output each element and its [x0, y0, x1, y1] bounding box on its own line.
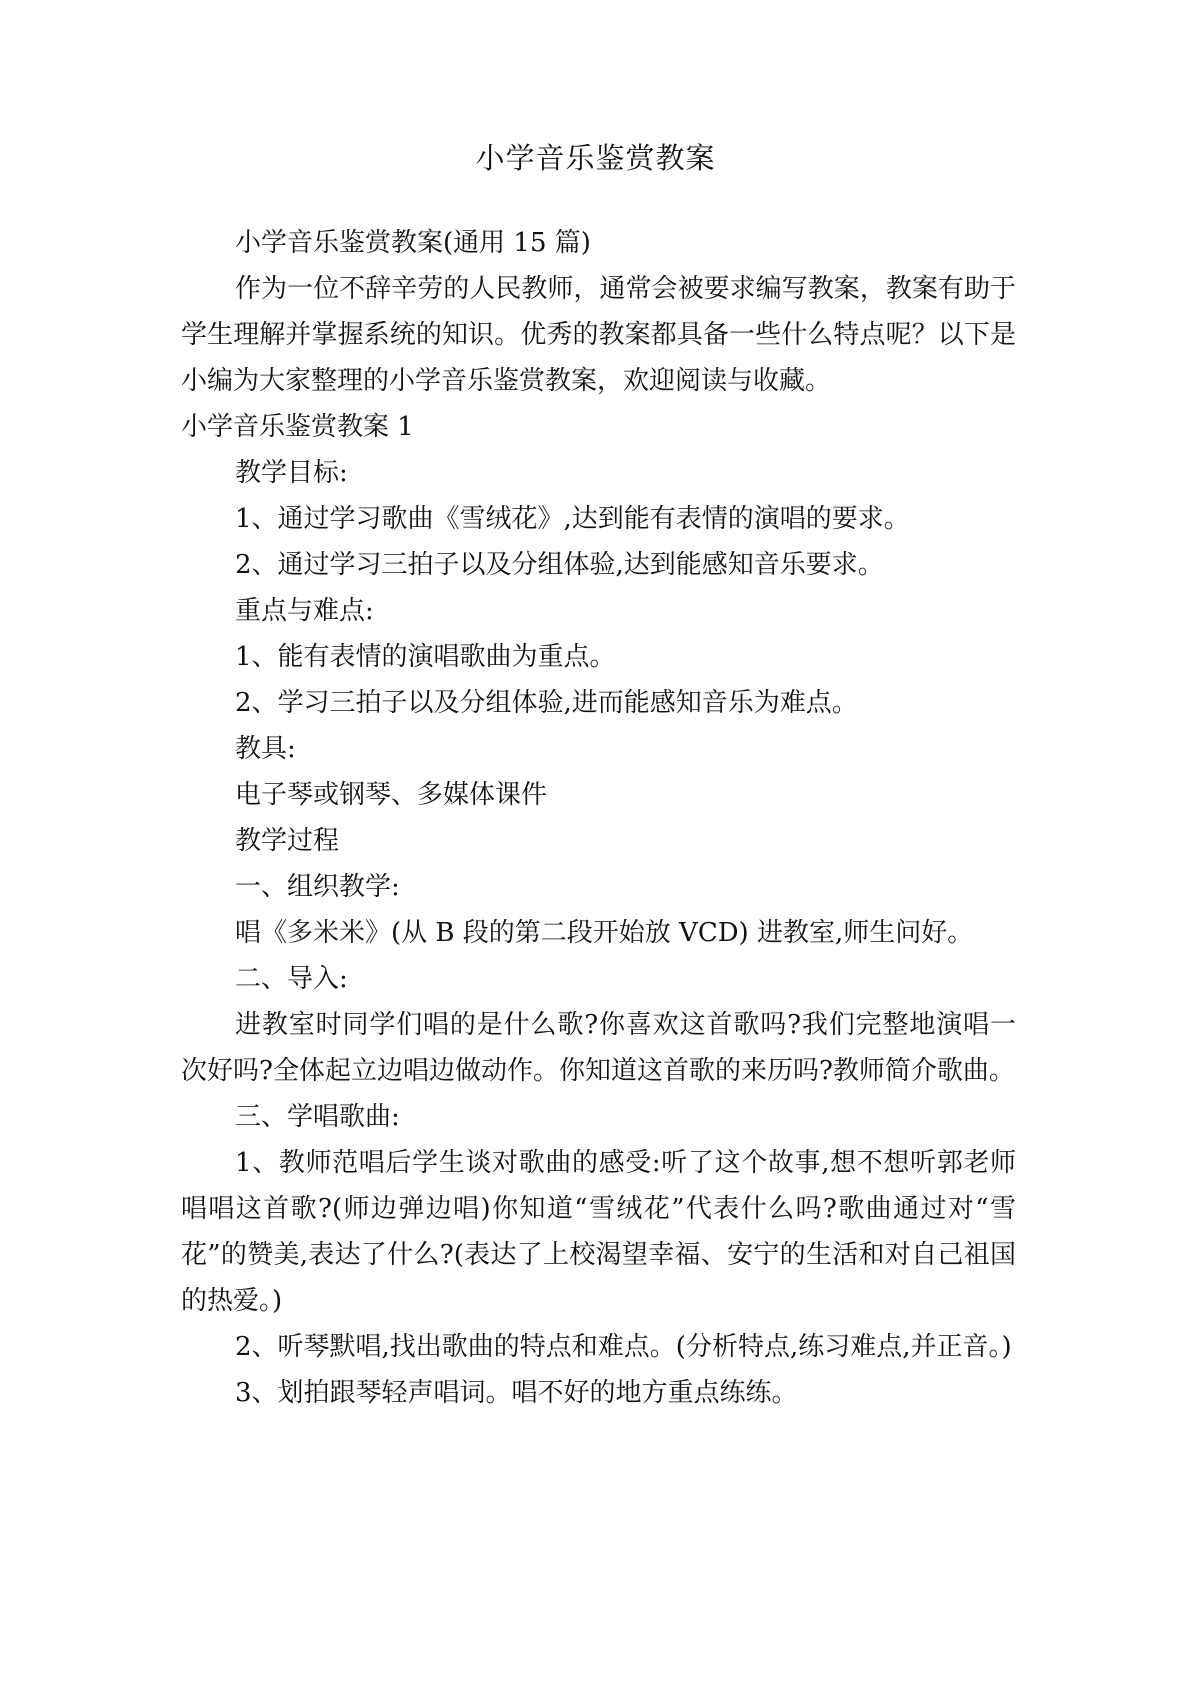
- paragraph: 2、通过学习三拍子以及分组体验,达到能感知音乐要求。: [235, 550, 884, 580]
- paragraph: 教学目标:: [235, 458, 348, 488]
- paragraph: 3、划拍跟琴轻声唱词。唱不好的地方重点练练。: [235, 1378, 798, 1408]
- paragraph: 进教室时同学们唱的是什么歌?你喜欢这首歌吗?我们完整地演唱一次好吗?全体起立边唱边做动作。你知道这首歌的来历吗?教师简介歌曲。: [181, 1010, 1016, 1086]
- document-body: [181, 220, 1016, 1416]
- paragraph: 唱《多米米》(从 B 段的第二段开始放 VCD) 进教室,师生问好。: [235, 918, 974, 948]
- paragraph: 一、组织教学:: [235, 872, 400, 902]
- paragraph: 作为一位不辞辛劳的人民教师，通常会被要求编写教案，教案有助于学生理解并掌握系统的知识。优秀的教案都具备一些什么特点呢？以下是小编为大家整理的小学音乐鉴赏教案，欢迎阅读与收藏。: [181, 274, 1016, 396]
- paragraph: 二、导入:: [235, 964, 348, 994]
- paragraph: 2、听琴默唱,找出歌曲的特点和难点。(分析特点,练习难点,并正音。): [235, 1332, 1012, 1362]
- paragraph: 教具:: [235, 734, 296, 764]
- paragraph: 1、能有表情的演唱歌曲为重点。: [235, 642, 616, 672]
- paragraph: 重点与难点:: [235, 596, 374, 626]
- paragraph: 三、学唱歌曲:: [235, 1102, 400, 1132]
- paragraph: 小学音乐鉴赏教案 1: [181, 412, 414, 442]
- paragraph: 教学过程: [235, 826, 340, 856]
- paragraph: 1、通过学习歌曲《雪绒花》,达到能有表情的演唱的要求。: [235, 504, 910, 534]
- paragraph: 1、教师范唱后学生谈对歌曲的感受:听了这个故事,想不想听郭老师唱唱这首歌?(师边弹边唱)你知道“雪绒花”代表什么吗?歌曲通过对“雪花”的赞美,表达了什么?(表达了上校渴望幸福、安宁的生活和对自己祖国的热爱。): [181, 1148, 1016, 1316]
- paragraph: 小学音乐鉴赏教案(通用 15 篇): [235, 228, 591, 258]
- document-title: 小学音乐鉴赏教案: [475, 141, 716, 175]
- paragraph: 2、学习三拍子以及分组体验,进而能感知音乐为难点。: [235, 688, 858, 718]
- paragraph: 电子琴或钢琴、多媒体课件: [235, 780, 548, 810]
